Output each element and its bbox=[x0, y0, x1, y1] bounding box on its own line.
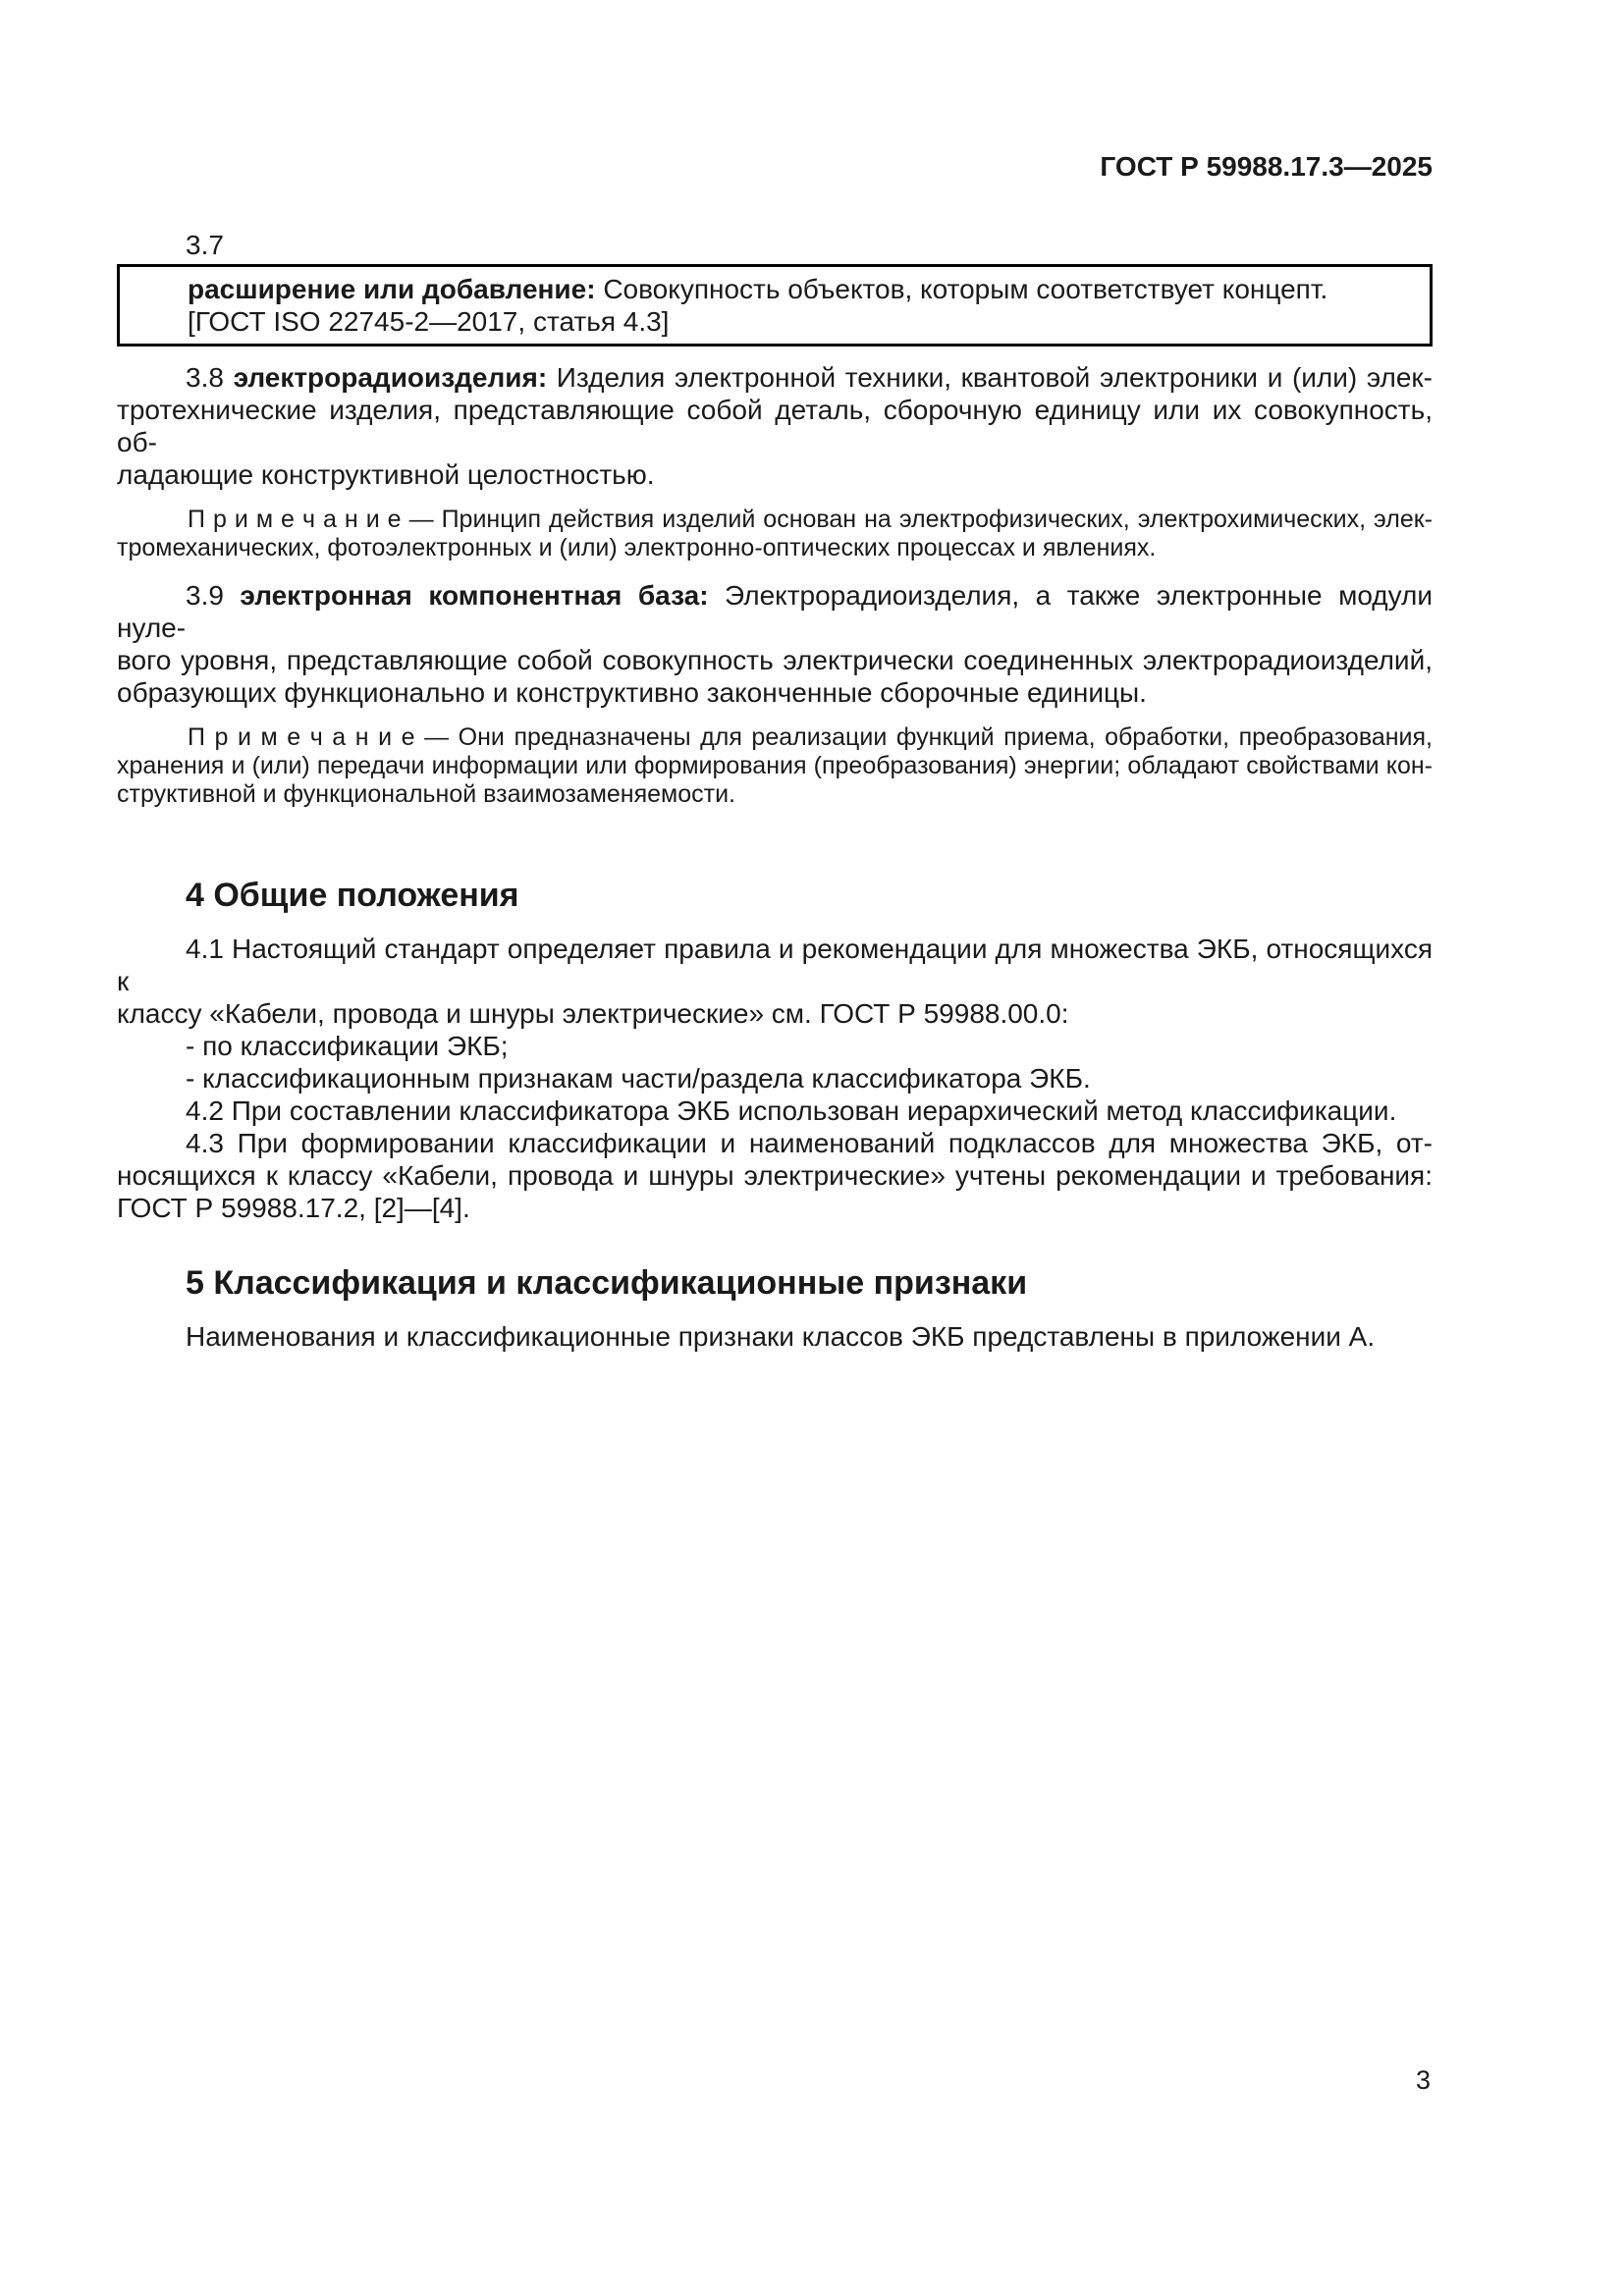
text-line bbox=[117, 876, 1433, 915]
text-run: структивной и функциональной взаимозаменяемости. bbox=[117, 780, 735, 808]
text-line bbox=[117, 1263, 1433, 1303]
text-line bbox=[117, 1062, 1433, 1095]
text-run: Изделия электронной техники, квантовой электроники и (или) элек- bbox=[547, 362, 1434, 393]
clause-4-3 bbox=[117, 1127, 1433, 1224]
text-run: вого уровня, представляющие собой совокупность электрически соединенных электрорадиоизделий, bbox=[117, 645, 1433, 675]
text-line bbox=[117, 1192, 1433, 1224]
bold-text-run: электронная компонентная база: bbox=[240, 580, 709, 611]
text-line bbox=[117, 997, 1433, 1030]
bold-text-run: электрорадиоизделия: bbox=[233, 362, 548, 393]
text-run: - по классификации ЭКБ; bbox=[186, 1031, 509, 1061]
text-line bbox=[117, 458, 1433, 491]
text-line bbox=[188, 273, 1410, 305]
clause-3-9 bbox=[117, 579, 1433, 709]
text-run: П р и м е ч а н и е — Они предназначены для реализации функций приема, обработки, преобразования, bbox=[188, 723, 1433, 751]
note-to-3-8 bbox=[117, 506, 1433, 562]
text-run: тротехнические изделия, представляющие собой деталь, сборочную единицу или их совокупность, об- bbox=[117, 395, 1433, 457]
document-header: ГОСТ Р 59988.17.3—2025 bbox=[1100, 151, 1433, 182]
text-run: Наименования и классификационные признаки классов ЭКБ представлены в приложении А. bbox=[186, 1321, 1376, 1352]
text-run: 3.8 bbox=[186, 362, 234, 393]
clause-3-8 bbox=[117, 361, 1433, 491]
text-line bbox=[117, 1030, 1433, 1062]
text-run: 4 Общие положения bbox=[186, 877, 519, 914]
text-run: П р и м е ч а н и е — Принцип действия изделий основан на электрофизических, электрохимических, элек- bbox=[188, 506, 1433, 533]
text-line bbox=[117, 1159, 1433, 1192]
text-run: 4.2 При составлении классификатора ЭКБ использован иерархический метод классификации. bbox=[186, 1095, 1397, 1126]
page-content bbox=[117, 229, 1433, 1353]
text-line bbox=[117, 1320, 1433, 1353]
text-line bbox=[117, 534, 1433, 562]
text-run: хранения и (или) передачи информации или формирования (преобразования) энергии; обладают свойствами кон- bbox=[117, 752, 1433, 779]
text-line bbox=[117, 1127, 1433, 1159]
text-run: ГОСТ Р 59988.17.2, [2]—[4]. bbox=[117, 1193, 470, 1223]
text-run: 4.3 При формировании классификации и наименований подклассов для множества ЭКБ, от- bbox=[186, 1128, 1433, 1158]
text-run: ладающие конструктивной целостностью. bbox=[117, 459, 655, 490]
text-run: классу «Кабели, провода и шнуры электрические» см. ГОСТ Р 59988.00.0: bbox=[117, 998, 1069, 1029]
clause-5-text bbox=[117, 1320, 1433, 1353]
section-4-heading bbox=[117, 876, 1433, 915]
text-line bbox=[117, 723, 1433, 752]
text-line bbox=[117, 361, 1433, 394]
text-line bbox=[188, 305, 1410, 338]
text-run: [ГОСТ ISO 22745-2—2017, статья 4.3] bbox=[188, 306, 670, 337]
text-run: - классификационным признакам части/раздела классификатора ЭКБ. bbox=[186, 1063, 1091, 1094]
text-line bbox=[117, 676, 1433, 709]
text-run: 3.9 bbox=[186, 580, 241, 611]
text-line bbox=[117, 506, 1433, 534]
text-line bbox=[117, 579, 1433, 644]
text-run: 5 Классификация и классификационные признаки bbox=[186, 1264, 1028, 1302]
clause-4-2 bbox=[117, 1095, 1433, 1127]
text-run: Совокупность объектов, которым соответствует концепт. bbox=[595, 274, 1328, 304]
clause-3-7-number bbox=[117, 229, 1433, 261]
text-run: образующих функционально и конструктивно законченные сборочные единицы. bbox=[117, 677, 1147, 708]
text-line bbox=[117, 933, 1433, 997]
text-line bbox=[117, 780, 1433, 809]
bold-text-run: расширение или добавление: bbox=[188, 274, 596, 304]
section-5-heading bbox=[117, 1263, 1433, 1303]
text-line bbox=[117, 394, 1433, 458]
clause-4-1 bbox=[117, 933, 1433, 1095]
text-run: Электрорадиоизделия, а также электронные модули нуле- bbox=[117, 580, 1433, 643]
text-line bbox=[117, 229, 1433, 261]
page-number: 3 bbox=[1415, 2065, 1431, 2095]
text-run: носящихся к классу «Кабели, провода и шнуры электрические» учтены рекомендации и требования: bbox=[117, 1160, 1433, 1191]
text-run: тромеханических, фотоэлектронных и (или) электронно-оптических процессах и явлениях. bbox=[117, 534, 1157, 561]
text-run: 3.7 bbox=[186, 230, 224, 260]
text-run: 4.1 Настоящий стандарт определяет правила и рекомендации для множества ЭКБ, относящихся к bbox=[117, 934, 1433, 996]
note-to-3-9 bbox=[117, 723, 1433, 809]
text-line bbox=[117, 1095, 1433, 1127]
definition-box-3-7 bbox=[117, 264, 1433, 347]
text-line bbox=[117, 752, 1433, 780]
text-line bbox=[117, 644, 1433, 676]
